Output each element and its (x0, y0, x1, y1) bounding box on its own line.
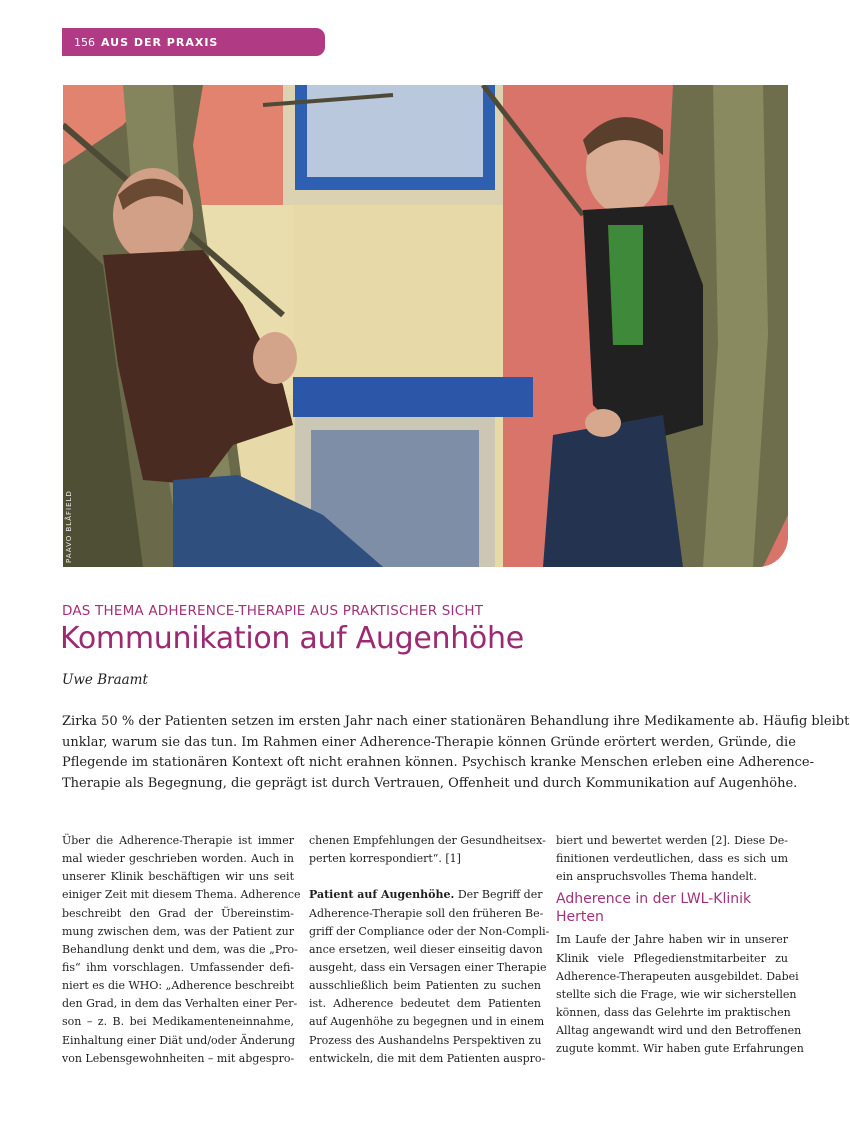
body-line: entwickeln, die mit dem Patienten auspro- (309, 1051, 546, 1065)
body-line: Über die Adherence-Therapie ist immer (62, 834, 294, 847)
body-line: beschreibt den Grad der Übereinstim- (62, 906, 294, 920)
lead-line: Zirka 50 % der Patienten setzen im ersten Jahr nach einer stationären Behandlung ihre Medikamente ab. Häufig bleibt (62, 714, 850, 729)
subheading-line: Herten (556, 909, 604, 926)
section-header-bar (62, 28, 325, 56)
photo-credit: PAAVO BLÅFIELD (65, 490, 73, 563)
body-column-3 (556, 832, 804, 1058)
body-line: son – z. B. bei Medikamenteneinnahme, (62, 1015, 294, 1029)
article-photo (63, 85, 788, 567)
body-line: Adherence-Therapie soll den früheren Be- (309, 906, 544, 920)
body-line: auf Augenhöhe zu begegnen und in einem (309, 1015, 545, 1029)
body-line: ist. Adherence bedeutet dem Patienten (309, 997, 541, 1011)
body-line: mung zwischen dem, was der Patient zur (62, 924, 294, 938)
body-line: unserer Klinik beschäftigen wir uns seit (62, 870, 294, 884)
body-line: ein anspruchsvolles Thema handelt. (556, 870, 757, 884)
body-line: ance ersetzen, weil dieser einseitig davon (309, 942, 543, 956)
article-author: Uwe Braamt (62, 672, 148, 688)
body-line: Adherence-Therapeuten ausgebildet. Dabei (556, 969, 799, 983)
body-line: Alltag angewandt wird und den Betroffenen (556, 1024, 802, 1038)
body-line: griff der Compliance oder der Non-Compli- (309, 924, 550, 938)
article-title: Kommunikation auf Augenhöhe (60, 621, 524, 656)
page-number: 156 (74, 35, 95, 49)
article-kicker: DAS THEMA ADHERENCE-THERAPIE AUS PRAKTISCHER SICHT (62, 603, 484, 619)
body-line: finitionen verdeutlichen, dass es sich um (556, 852, 788, 866)
body-line: perten korrespondiert“. [1] (309, 852, 461, 866)
body-line: biert und bewertet werden [2]. Diese De- (556, 834, 788, 847)
body-line (309, 886, 541, 904)
body-column-1 (62, 832, 301, 1068)
body-line: chenen Empfehlungen der Gesundheitsex- (309, 834, 546, 847)
section-label: AUS DER PRAXIS (101, 35, 219, 49)
body-line: fis“ ihm vorschlagen. Umfassender defi- (62, 960, 294, 974)
section-subheading (556, 890, 788, 926)
body-line: den Grad, in dem das Verhalten einer Per- (62, 997, 298, 1011)
lead-line: unklar, warum sie das tun. Im Rahmen einer Adherence-Therapie können Gründe erörtert werden, Gründe, die (62, 734, 796, 750)
body-line: können, dass das Gelehrte im praktischen (556, 1005, 791, 1019)
body-line: mal wieder geschrieben worden. Auch in (62, 852, 294, 866)
lead-line: Pflegende im stationären Kontext oft nicht erahnen können. Psychisch kranke Menschen erleben eine Adherence- (62, 755, 814, 771)
body-line: Prozess des Aushandelns Perspektiven zu (309, 1033, 542, 1047)
body-text: Der Begriff der (454, 888, 543, 902)
body-column-2 (309, 832, 550, 1068)
body-line: niert es die WHO: „Adherence beschreibt (62, 979, 295, 993)
body-line: einiger Zeit mit diesem Thema. Adherence (62, 888, 301, 902)
subheading-line: Adherence in der LWL-Klinik (556, 891, 752, 908)
body-line: Im Laufe der Jahre haben wir in unserer (556, 933, 788, 947)
run-in-heading: Patient auf Augenhöhe. (309, 888, 455, 902)
body-line: zugute kommt. Wir haben gute Erfahrungen (556, 1042, 804, 1056)
body-line: Klinik viele Pflegedienstmitarbeiter zu (556, 951, 788, 965)
body-line: ausgeht, dass ein Versagen einer Therapie (309, 960, 547, 974)
body-line: stellte sich die Frage, wie wir sicherstellen (556, 987, 797, 1001)
body-line: Behandlung denkt und dem, was die „Pro- (62, 942, 298, 956)
body-line: von Lebensgewohnheiten – mit abgespro- (62, 1051, 295, 1065)
article-lead (62, 712, 850, 795)
body-line: ausschließlich beim Patienten zu suchen (309, 979, 541, 993)
body-line: Einhaltung einer Diät und/oder Änderung (62, 1033, 296, 1047)
lead-line: Therapie als Begegnung, die geprägt ist durch Vertrauen, Offenheit und durch Kommunikation auf Augenhöhe. (62, 776, 798, 792)
